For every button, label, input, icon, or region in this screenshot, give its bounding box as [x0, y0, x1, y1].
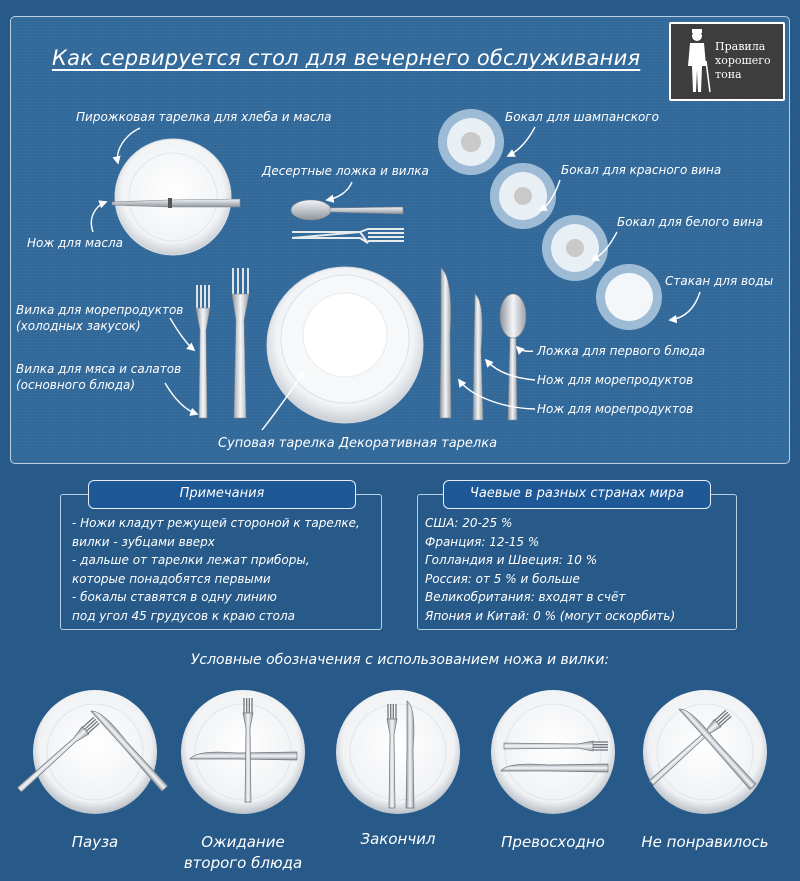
legend-caption-excellent	[478, 832, 628, 853]
label-water: Стакан для воды	[665, 274, 774, 288]
notes-line: - бокалы ставятся в одну линию	[72, 590, 277, 604]
legend-plate-finished	[336, 690, 460, 814]
tips-line: Великобритания: входят в счёт	[425, 590, 626, 604]
label-seafood-fork	[16, 302, 183, 334]
label-bread-plate: Пирожковая тарелка для хлеба и масла	[76, 110, 332, 124]
label-meat-fork-line-1: Вилка для мяса и салатов	[16, 362, 182, 376]
page-title: Как сервируется стол для вечернего обслуживания	[52, 46, 641, 70]
forks	[196, 268, 249, 418]
tips-text	[425, 514, 731, 625]
logo-line-1: Правила	[715, 40, 766, 53]
tips-line: США: 20-25 %	[425, 516, 513, 530]
legend-caption-waiting	[168, 832, 318, 874]
dinner-plates	[267, 267, 423, 423]
label-white-wine: Бокал для белого вина	[617, 215, 763, 229]
label-champagne: Бокал для шампанского	[505, 110, 659, 124]
legend-caption-excellent-line-1: Превосходно	[501, 833, 605, 851]
legend-caption-disliked	[630, 832, 780, 853]
notes-line: которые понадобятся первыми	[72, 571, 271, 586]
label-red-wine: Бокал для красного вина	[561, 163, 722, 177]
notes-line: вилки - зубцами вверх	[72, 534, 215, 549]
logo-line-2: хорошего	[715, 54, 771, 67]
label-seafood-knife-1: Нож для морепродуктов	[537, 373, 694, 387]
label-soup-spoon: Ложка для первого блюда	[537, 344, 706, 358]
legend-caption-disliked-line-1: Не понравилось	[641, 833, 769, 851]
legend-caption-waiting-line-1: Ожидание	[201, 833, 285, 851]
legend-plate-disliked	[643, 690, 767, 814]
dessert-cutlery	[291, 200, 404, 243]
legend-caption-pause	[20, 832, 170, 853]
legend-caption-waiting-line-2: второго блюда	[183, 854, 303, 872]
notes-line: под угол 45 грудусов к краю стола	[72, 608, 296, 623]
legend-plate-pause	[16, 690, 168, 814]
tips-header: Чаевые в разных странах мира	[443, 480, 711, 509]
label-seafood-fork-line-1: Вилка для морепродуктов	[16, 303, 184, 317]
label-meat-fork	[16, 361, 181, 393]
legend-caption-pause-line-1: Пауза	[71, 833, 119, 851]
tips-line: Россия: от 5 % и больше	[425, 571, 580, 586]
bread-plate	[112, 139, 240, 255]
legend-caption-finished-line-1: Закончил	[360, 830, 436, 848]
legend-plate-waiting	[181, 690, 305, 814]
notes-text	[72, 514, 378, 625]
label-butter-knife: Нож для масла	[27, 236, 124, 250]
tips-line: Франция: 12-15 %	[425, 534, 540, 549]
notes-line: - дальше от тарелки лежат приборы,	[72, 553, 310, 567]
label-plates: Суповая тарелка Декоративная тарелка	[218, 436, 498, 451]
legend-plates	[0, 690, 800, 820]
legend-title: Условные обозначения с использованием ножа и вилки:	[190, 652, 610, 668]
tips-line: Голландия и Швеция: 10 %	[425, 553, 598, 567]
tips-line: Япония и Китай: 0 % (могут оскорбить)	[425, 608, 676, 623]
legend-caption-finished	[323, 829, 473, 850]
label-seafood-knife-2: Нож для морепродуктов	[537, 402, 694, 416]
label-seafood-fork-line-2: (холодных закусок)	[16, 319, 141, 333]
legend-plate-excellent	[491, 690, 615, 814]
notes-header: Примечания	[88, 480, 356, 509]
label-meat-fork-line-2: (основного блюда)	[16, 378, 136, 392]
logo-line-3: тона	[715, 68, 742, 81]
notes-line: - Ножи кладут режущей стороной к тарелке,	[72, 516, 360, 530]
label-dessert: Десертные ложка и вилка	[262, 164, 429, 178]
